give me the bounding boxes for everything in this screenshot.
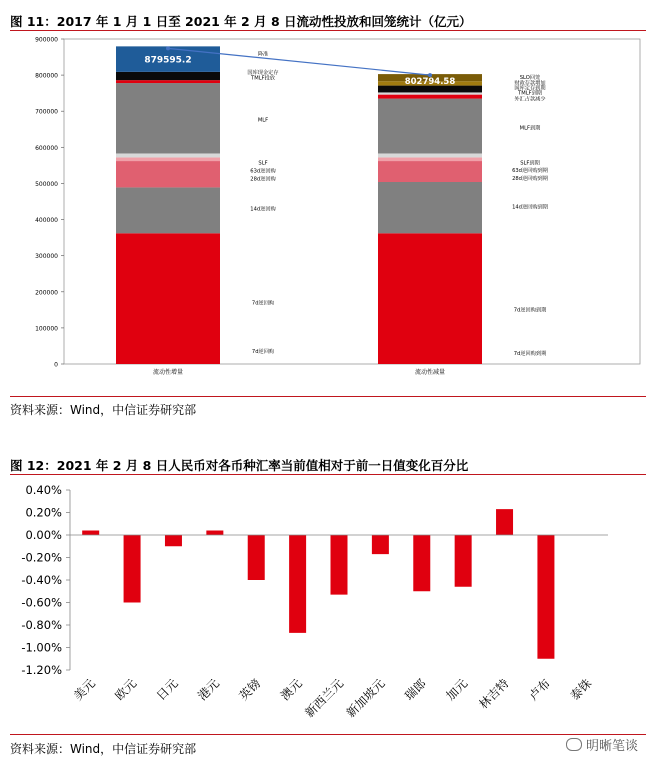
y-tick-label: -1.20% [21,663,62,677]
segment-label: 7d逆回购 [251,349,275,356]
y-tick-label: -0.60% [21,595,62,610]
y-tick-label: 800000 [35,72,58,80]
bar-segment [378,99,482,154]
bar [248,535,265,580]
x-category-label: 澳元 [277,676,305,704]
bar-segment [116,72,220,80]
segment-label: 28d逆回购 [250,176,276,183]
total-label: 879595.2 [144,55,192,66]
bar [289,535,306,633]
figure2-source-rule [10,734,646,735]
segment-label: TMLF到期 [518,90,542,97]
segment-label: 7d逆回购到期 [513,350,547,357]
bar-segment [116,83,220,153]
bar-segment [378,233,482,364]
y-tick-label: 600000 [35,144,58,152]
bar-segment [378,92,482,94]
watermark-text: 明晰笔谈 [585,739,638,754]
figure1-title: 图 11：2017 年 1 月 1 日至 2021 年 2 月 8 日流动性投放和回笼统计（亿元） [10,14,472,29]
bar-segment [116,153,220,157]
y-tick-label: 400000 [35,217,58,225]
x-category-label: 港元 [195,676,222,704]
bar-segment [378,157,482,161]
figure1-source-rule [10,396,646,397]
y-tick-label: 300000 [35,253,58,261]
y-tick-label: -0.40% [21,573,62,587]
segment-label: 外汇占款减少 [514,96,546,103]
x-category-label: 泰铢 [567,676,595,704]
wechat-icon [566,738,582,751]
segment-label: 14d逆回购 [250,206,276,213]
bar [165,535,182,546]
x-category-label: 林吉特 [476,676,512,712]
segment-label: 7d逆回购 [251,300,275,307]
bar-segment [116,161,220,187]
x-category-label: 新西兰元 [302,676,347,721]
bar [455,535,472,587]
bar [413,535,430,591]
y-tick-label: 0.40% [25,483,62,497]
segment-label: 降准 [257,51,269,58]
bar [82,531,99,536]
bar-segment [116,187,220,233]
segment-label: 14d逆回购到期 [512,204,548,211]
bar [496,509,513,535]
segment-label: 28d逆回购到期 [512,175,548,182]
liquidity-stacked-bar-chart [0,33,656,390]
y-tick-label: 200000 [35,289,58,297]
bar-segment [378,182,482,233]
x-category-label: 日元 [153,676,181,704]
segment-label: 国库现金定存 [247,70,279,77]
watermark [566,735,638,754]
segment-label: SLO回笼 [519,75,541,82]
y-tick-label: 500000 [35,180,58,188]
bar-segment [378,161,482,182]
segment-label: MLF到期 [519,125,541,132]
y-tick-label: 0 [54,361,58,369]
bar [331,535,348,595]
x-category-label: 欧元 [112,676,140,704]
y-tick-label: 0.00% [25,528,62,542]
figure1-title-rule [10,30,646,31]
segment-label: 国库定存到期 [514,85,546,92]
figure1-source: 资料来源：Wind，中信证券研究部 [10,403,197,417]
bar-segment [378,153,482,157]
x-category-label: 瑞郎 [402,676,429,704]
x-category-label: 加元 [443,676,471,704]
x-category-label: 卢布 [526,676,554,704]
y-tick-label: -0.80% [21,618,62,632]
total-label: 802794.58 [404,77,456,88]
bar [206,531,223,536]
y-tick-label: -1.00% [21,640,62,655]
x-category-label: 流动性减量 [414,369,446,376]
segment-label: MLF [257,117,269,124]
bar-segment [116,233,220,364]
segment-label: SLF [258,160,268,167]
bar [372,535,389,554]
connector-start-marker [166,46,170,50]
segment-label: 63d逆回购到期 [512,167,548,174]
segment-label: SLF到期 [520,160,540,167]
y-tick-label: 100000 [35,325,58,333]
bar [124,535,141,603]
y-tick-label: 0.20% [25,505,62,520]
segment-label: 63d逆回购 [250,168,276,175]
x-category-label: 美元 [70,676,98,704]
segment-label: TMLF投放 [251,75,275,82]
fx-change-bar-chart [0,476,656,732]
bar [537,535,554,659]
figure2-title-rule [10,474,646,475]
y-tick-label: 900000 [35,36,58,44]
segment-label: 7d逆回购到期 [513,307,547,314]
figure2-source: 资料来源：Wind，中信证券研究部 [10,742,197,756]
y-tick-label: -0.20% [21,550,62,565]
figure2-title: 图 12：2021 年 2 月 8 日人民币对各币种汇率当前值相对于前一日值变化百分比 [10,458,469,473]
bar-segment [116,157,220,161]
segment-label: 财政存款增加 [514,80,546,87]
bar-segment [378,95,482,99]
x-category-label: 英镑 [236,676,264,704]
x-category-label: 流动性增量 [152,369,184,376]
y-tick-label: 700000 [35,108,58,116]
connector-end-marker [428,73,432,77]
x-category-label: 新加坡元 [343,676,388,721]
bar-segment [116,80,220,83]
